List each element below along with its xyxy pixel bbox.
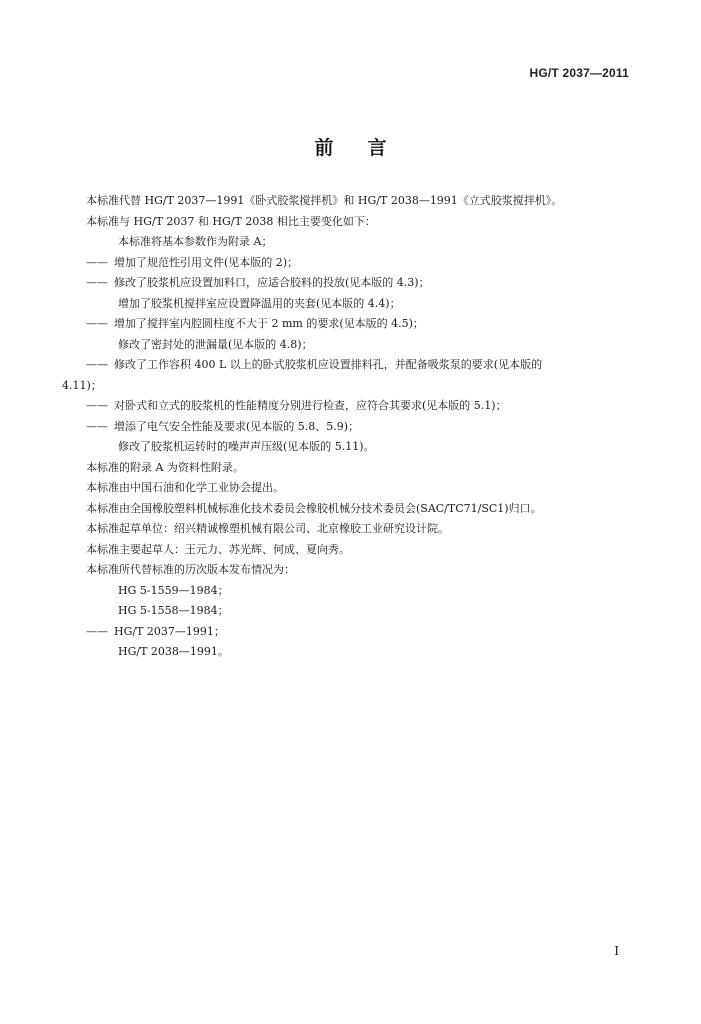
dash-marker: —— xyxy=(86,255,108,269)
paragraph-drafting-units: 本标准起草单位：绍兴精诚橡塑机械有限公司、北京橡胶工业研究设计院。 xyxy=(86,522,449,535)
page-title: 前言 xyxy=(314,137,421,159)
paragraph-history-intro: 本标准所代替标准的历次版本发布情况为： xyxy=(86,563,295,576)
paragraph-appendix: 本标准的附录 A 为资料性附录。 xyxy=(86,460,244,474)
history-item: HG 5-1558—1984； xyxy=(118,604,229,617)
history-item xyxy=(62,622,637,643)
dash-marker: —— xyxy=(86,358,108,371)
change-item: 本标准将基本参数作为附录 A； xyxy=(118,235,273,248)
change-item-text: 增加了搅拌室内腔圆柱度不大于 2 mm 的要求(见本版的 4.5)； xyxy=(114,317,424,330)
paragraph-proposer: 本标准由中国石油和化学工业协会提出。 xyxy=(86,481,284,494)
change-item-text: 对卧式和立式的胶浆机的性能精度分别进行检查，应符合其要求(见本版的 5.1)； xyxy=(114,399,507,412)
change-item xyxy=(62,417,637,438)
change-item-text: 增添了电气安全性能及要求(见本版的 5.8、5.9)； xyxy=(114,419,360,433)
change-item: 修改了胶浆机运转时的噪声声压级(见本版的 5.11)。 xyxy=(118,440,375,453)
change-item-text: 修改了胶浆机应设置加料口，应适合胶料的投放(见本版的 4.3)； xyxy=(114,276,430,289)
change-item-continuation: 4.11)； xyxy=(62,378,102,392)
change-item: 增加了胶浆机搅拌室应设置降温用的夹套(见本版的 4.4)； xyxy=(118,296,401,310)
dash-marker: —— xyxy=(86,419,108,433)
paragraph-drafters: 本标准主要起草人：王元力、苏光辉、何成、夏向秀。 xyxy=(86,542,350,556)
change-item xyxy=(62,396,637,417)
dash-marker: —— xyxy=(86,317,108,330)
history-item: HG 5-1559—1984； xyxy=(118,583,229,597)
page-number: I xyxy=(614,944,619,958)
paragraph-committee: 本标准由全国橡胶塑料机械标准化技术委员会橡胶机械分技术委员会(SAC/TC71/SC1)归口。 xyxy=(86,501,542,515)
foreword-body xyxy=(62,191,637,663)
change-item xyxy=(62,273,637,294)
change-item-text: 修改了工作容积 400 L 以上的卧式胶浆机应设置排料孔，并配备吸浆泵的要求(见本版的 xyxy=(114,358,543,371)
dash-marker: —— xyxy=(86,276,108,289)
change-item: 修改了密封处的泄漏量(见本版的 4.8)； xyxy=(118,337,313,351)
history-item-text: HG/T 2037—1991； xyxy=(114,624,225,638)
paragraph-replaces: 本标准代替 HG/T 2037—1991《卧式胶浆搅拌机》和 HG/T 2038—1991《立式胶浆搅拌机》。 xyxy=(86,194,563,207)
change-item xyxy=(62,314,637,335)
change-item xyxy=(62,253,637,274)
dash-marker: —— xyxy=(86,399,108,412)
dash-marker: —— xyxy=(86,624,108,638)
change-item-text: 增加了规范性引用文件(见本版的 2)； xyxy=(114,255,299,269)
history-item: HG/T 2038—1991。 xyxy=(118,645,229,658)
document-code: HG/T 2037—2011 xyxy=(529,66,629,80)
change-item xyxy=(62,355,637,376)
paragraph-changes-intro: 本标准与 HG/T 2037 和 HG/T 2038 相比主要变化如下： xyxy=(86,214,376,228)
